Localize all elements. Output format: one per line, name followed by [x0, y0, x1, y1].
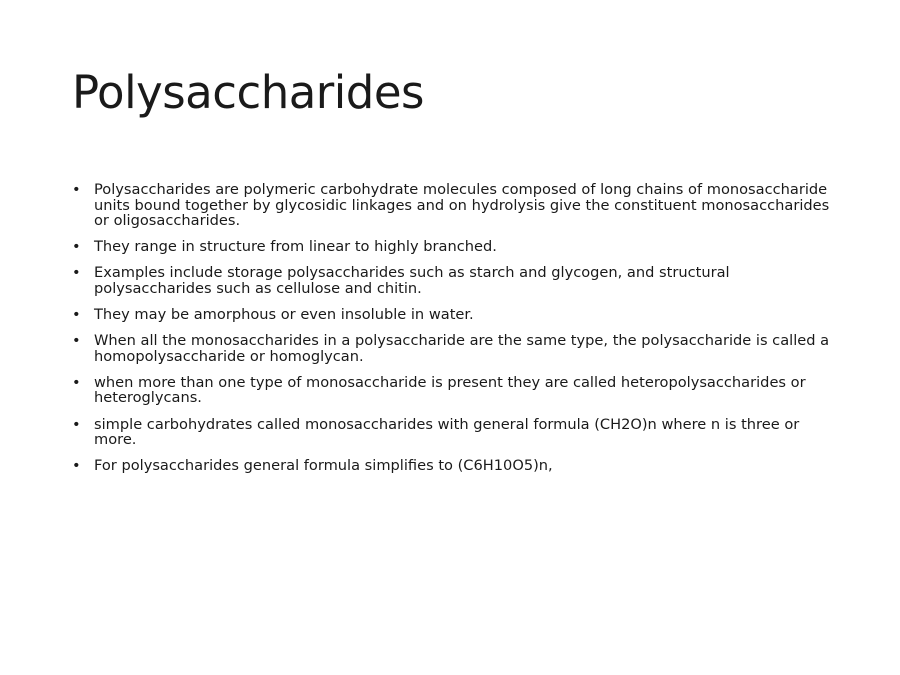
bullet-item: [72, 458, 842, 474]
bullet-text: For polysaccharides general formula simplifies to (C6H10O5)n,: [94, 457, 553, 475]
bullet-icon: •: [72, 457, 81, 475]
bullet-item: [72, 265, 842, 296]
bullet-icon: •: [72, 373, 81, 391]
bullet-text: Polysaccharides are polymeric carbohydrate molecules composed of long chains of monosaccharide units bound together by glycosidic linkages and on hydrolysis give the constituent monosaccharides or oligosaccharides.: [94, 181, 830, 230]
bullet-text: simple carbohydrates called monosaccharides with general formula (CH2O)n where n is three or more.: [94, 415, 800, 449]
bullet-item: [72, 307, 842, 323]
bullet-icon: •: [72, 415, 81, 433]
bullet-item: [72, 333, 842, 364]
bullet-icon: •: [72, 181, 81, 198]
bullet-icon: •: [72, 264, 81, 282]
bullet-item: [72, 239, 842, 255]
bullet-text: when more than one type of monosaccharide is present they are called heteropolysaccharides or heteroglycans.: [94, 373, 806, 407]
bullet-item: [72, 417, 842, 448]
bullet-item: [72, 182, 842, 229]
bullet-icon: •: [72, 306, 81, 324]
bullet-icon: •: [72, 332, 81, 350]
bullet-text: They may be amorphous or even insoluble in water.: [94, 306, 474, 324]
slide-title: Polysaccharides: [72, 66, 424, 119]
bullet-icon: •: [72, 238, 81, 256]
bullet-item: [72, 375, 842, 406]
bullet-text: They range in structure from linear to highly branched.: [94, 238, 497, 256]
bullet-text: When all the monosaccharides in a polysaccharide are the same type, the polysaccharide is called a homopolysaccharide or homoglycan.: [94, 332, 830, 365]
bullet-text: Examples include storage polysaccharides such as starch and glycogen, and structural polysaccharides such as cellulose and chitin.: [94, 264, 730, 297]
bullet-list: [72, 182, 842, 484]
